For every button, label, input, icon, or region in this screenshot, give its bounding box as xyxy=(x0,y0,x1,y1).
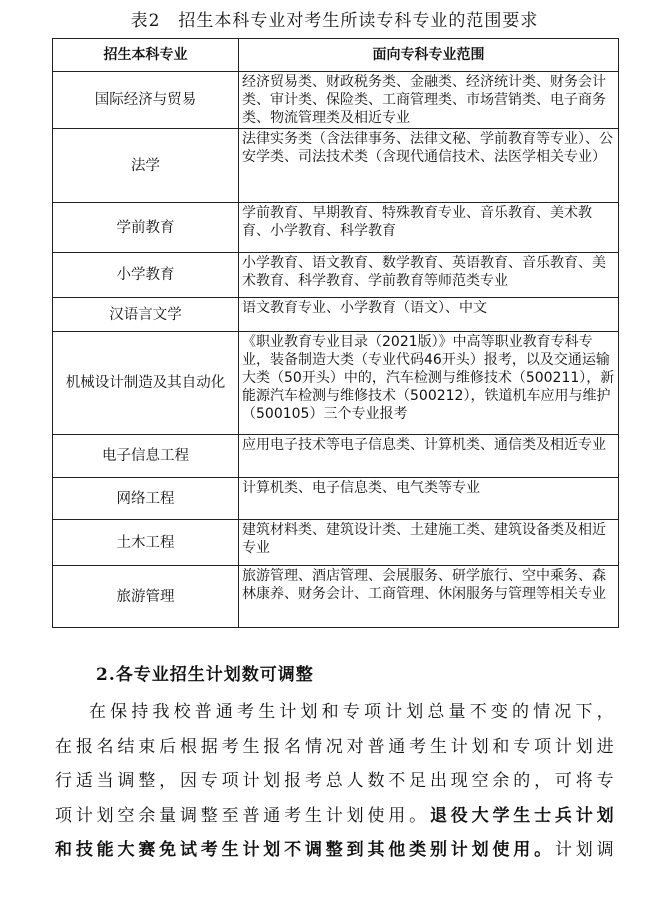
scope-cell: 计算机类、电子信息类、电气类等专业 xyxy=(239,478,619,520)
header-major: 招生本科专业 xyxy=(53,39,239,72)
major-cell: 法学 xyxy=(53,129,239,203)
major-cell: 小学教育 xyxy=(53,253,239,298)
section-heading: 2.各专业招生计划数可调整 xyxy=(96,665,314,685)
table-row xyxy=(53,566,619,628)
table-header-row xyxy=(53,39,619,72)
bold-text: 退役大学生士兵计划 xyxy=(429,805,615,826)
paragraph-line xyxy=(55,833,615,868)
table-row xyxy=(53,332,619,435)
paragraph-line: 在保持我校普通考生计划和专项计划总量不变的情况下， xyxy=(89,702,615,722)
scope-cell: 建筑材料类、建筑设计类、土建施工类、建筑设备类及相近专业 xyxy=(239,520,619,566)
scope-cell: 应用电子技术等电子信息类、计算机类、通信类及相近专业 xyxy=(239,435,619,478)
paragraph-line xyxy=(55,799,615,834)
table-row xyxy=(53,298,619,332)
scope-cell: 小学教育、语文教育、数学教育、英语教育、音乐教育、美术教育、科学教育、学前教育等师范类专业 xyxy=(239,253,619,298)
table-row xyxy=(53,72,619,129)
paragraph-text: 项计划空余量调整至普通考生计划使用。 xyxy=(55,805,430,826)
paragraph-line: 在报名结束后根据考生报名情况对普通考生计划和专项计划进 xyxy=(55,736,615,757)
major-cell: 电子信息工程 xyxy=(53,435,239,478)
table-row xyxy=(53,478,619,520)
bold-text: 和技能大赛免试考生计划不调整到其他类别计划使用。 xyxy=(55,840,555,860)
scope-cell: 学前教育、早期教育、特殊教育专业、音乐教育、美术教育、小学教育、科学教育 xyxy=(239,203,619,253)
scope-cell: 《职业教育专业目录（2021版）》中高等职业教育专科专业，装备制造大类（专业代码46开头）报考，以及交通运输大类（50开头）中的，汽车检测与维修技术（500211），新能源汽车检测与维修技术（500212），铁道机车应用与维护（500105）三个专业报考 xyxy=(239,332,619,435)
major-cell: 汉语言文学 xyxy=(53,298,239,332)
major-cell: 学前教育 xyxy=(53,203,239,253)
major-cell: 机械设计制造及其自动化 xyxy=(53,332,239,435)
table-caption: 表2 招生本科专业对考生所读专科专业的范围要求 xyxy=(130,11,539,31)
scope-cell: 法律实务类（含法律事务、法律文秘、学前教育等专业）、公安学类、司法技术类（含现代通信技术、法医学相关专业） xyxy=(239,129,619,203)
major-cell: 土木工程 xyxy=(53,520,239,566)
table-row xyxy=(53,253,619,298)
scope-cell: 旅游管理、酒店管理、会展服务、研学旅行、空中乘务、森林康养、财务会计、工商管理、休闲服务与管理等相关专业 xyxy=(239,566,619,628)
table-row xyxy=(53,520,619,566)
header-scope: 面向专科专业范围 xyxy=(239,39,619,72)
major-range-table xyxy=(52,38,619,628)
major-cell: 国际经济与贸易 xyxy=(53,72,239,129)
major-cell: 网络工程 xyxy=(53,478,239,520)
scope-cell: 经济贸易类、财政税务类、金融类、经济统计类、财务会计类、审计类、保险类、工商管理类、市场营销类、电子商务类、物流管理类及相近专业 xyxy=(239,72,619,129)
scope-cell: 语文教育专业、小学教育（语文）、中文 xyxy=(239,298,619,332)
table-row xyxy=(53,435,619,478)
paragraph-line: 行适当调整，因专项计划报考总人数不足出现空余的，可将专 xyxy=(55,771,615,791)
table-row xyxy=(53,203,619,253)
section-paragraph xyxy=(55,695,615,868)
major-cell: 旅游管理 xyxy=(53,566,239,628)
paragraph-text: 计划调 xyxy=(554,840,615,860)
table-row xyxy=(53,129,619,203)
